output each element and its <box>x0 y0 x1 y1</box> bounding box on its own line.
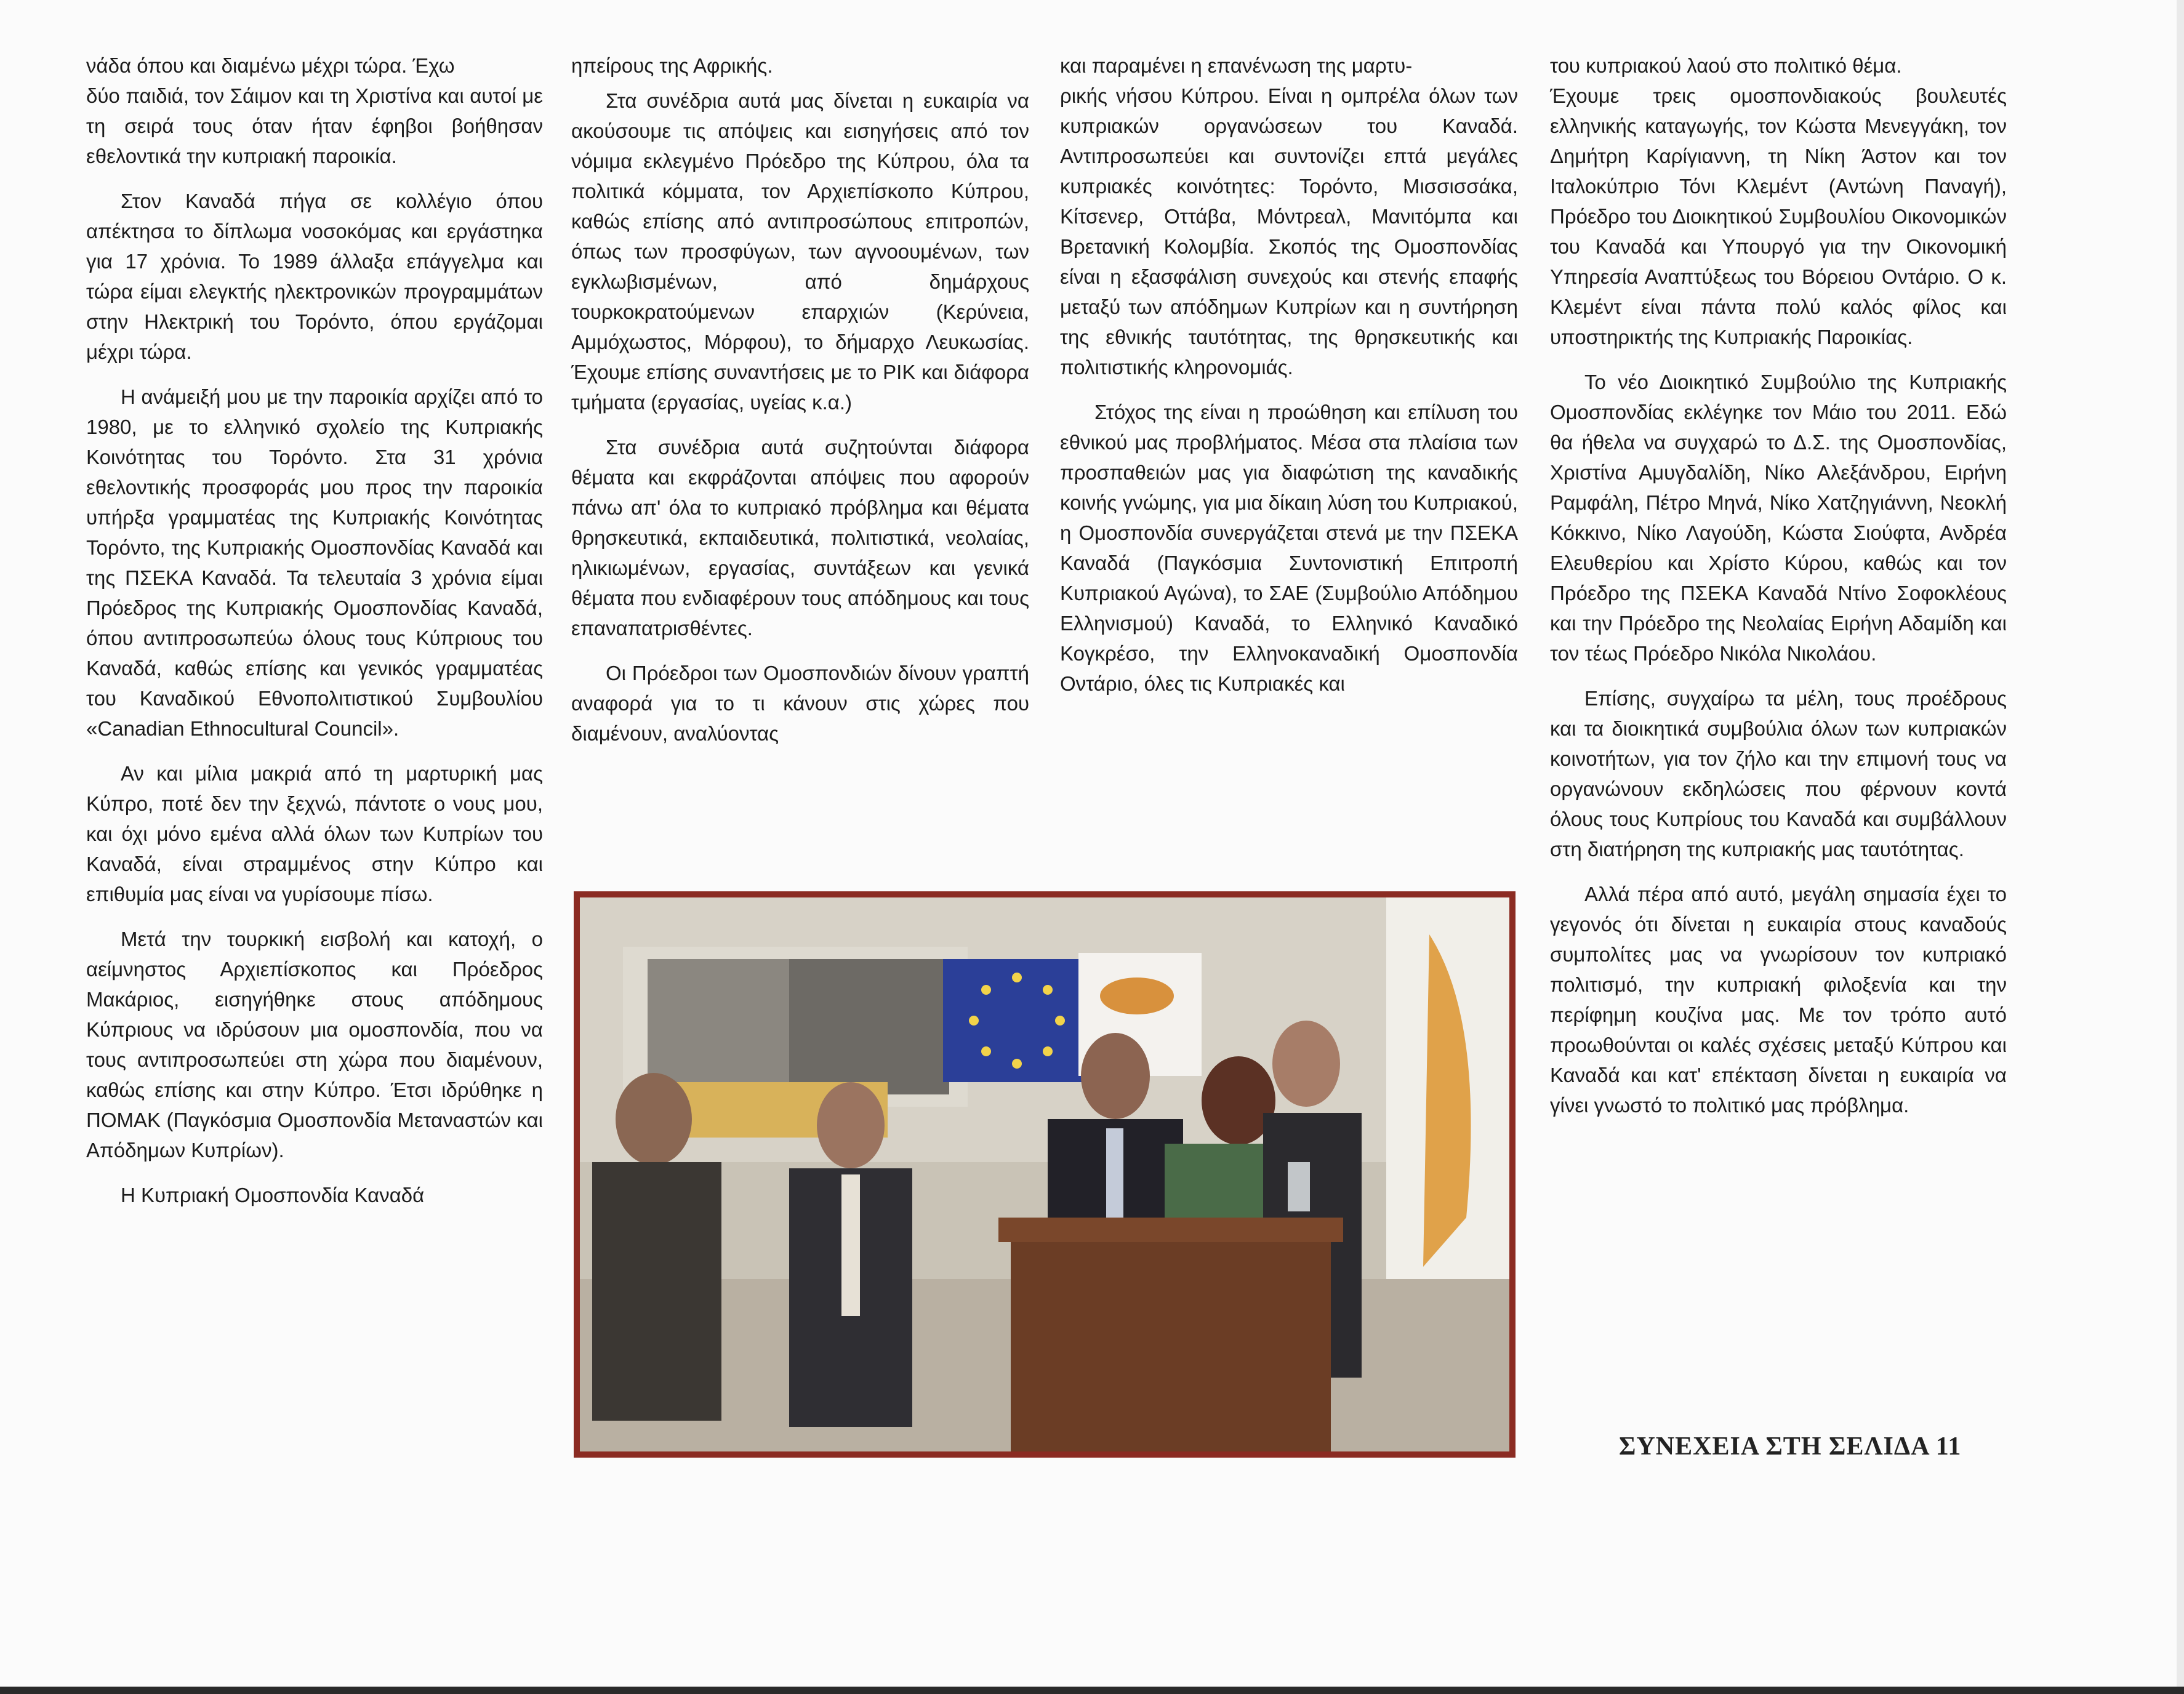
paragraph: Αλλά πέρα από αυτό, μεγάλη σημασία έχει το γεγονός ότι δίνεται η ευκαιρία στους καναδούς συμπολίτες μας να γνωρίσουν τον κυπριακό πολιτισμό, την κυπριακή φιλοξενία και την περίφημη κουζίνα μας. Με τον τρόπο αυτό προωθούνται οι καλές σχέσεις μεταξύ Κύπρου και Καναδά και κατ' επέκταση δίνεται η ευκαιρία να γίνει γνωστό το πολιτικό μας πρόβλημα. <box>1550 883 2007 1117</box>
scan-right-edge <box>2177 0 2184 1694</box>
article-column-2 <box>571 50 1029 763</box>
paragraph: δύο παιδιά, τον Σάιμον και τη Χριστίνα και αυτοί με τη σειρά τους όταν ήταν έφηβοι βοήθησαν εθελοντικά την κυπριακή παροικία. <box>86 84 543 167</box>
paragraph: Στον Καναδά πήγα σε κολλέγιο όπου απέκτησα το δίπλωμα νοσοκόμας και εργάστηκα για 17 χρόνια. Το 1989 άλλαξα επάγγελμα και τώρα είμαι ελεγκτής ηλεκτρονικών προγραμμάτων στην Ηλεκτρική του Τορόντο, όπου εργάζομαι μέχρι τώρα. <box>86 190 543 363</box>
paragraph: Στα συνέδρια αυτά μας δίνεται η ευκαιρία να ακούσουμε τις απόψεις και εισηγήσεις από τον νόμιμα εκλεγμένο Πρόεδρο της Κύπρου, όλα τα πολιτικά κόμματα, τον Αρχιεπίσκοπο Κύπρου, καθώς επίσης από αντιπροσώπους επιτροπών, όπως των προσφύγων, των αγνοουμένων, των εγκλωβισμένων, από δημάρχους τουρκοκρατούμενων επαρχιών (Κερύνεια, Αμμόχωστος, Μόρφου), το δήμαρχο Λευκωσίας. Έχουμε επίσης συναντήσεις με το ΡΙΚ και διάφορα τμήματα (εργασίας, υγείας κ.α.) <box>571 89 1029 414</box>
paragraph: Η ανάμειξή μου με την παροικία αρχίζει από το 1980, με το ελληνικό σχολείο της Κυπριακής Κοινότητας του Τορόντο. Στα 31 χρόνια εθελοντικής προσφοράς μου προς την παροικία υπήρξα γραμματέας της Κυπριακής Κοινότητας Τορόντο, της Κυπριακής Ομοσπονδίας Καναδά και της ΠΣΕΚΑ Καναδά. Τα τελευταία 3 χρόνια είμαι Πρόεδρος της Κυπριακής Ομοσπονδίας Καναδά, όπου αντιπροσωπεύω όλους τους Κύπριους του Καναδά, καθώς επίσης και γενικός γραμματέας του Καναδικού Εθνοπολιτιστικού Συμβουλίου «Canadian Ethnocultural Council». <box>86 385 543 740</box>
column-1-top-fragment: νάδα όπου και διαμένω μέχρι τώρα. Έχω <box>86 54 455 77</box>
continuation-note: ΣΥΝΕΧΕΙΑ ΣΤΗ ΣΕΛΙΔΑ 11 <box>1619 1432 1962 1461</box>
paragraph: Στόχος της είναι η προώθηση και επίλυση του εθνικού μας προβλήματος. Μέσα στα πλαίσια των προσπαθειών μας για διαφώτιση της καναδικής κοινής γνώμης, για μια δίκαιη λύση του Κυπριακού, η Ομοσπονδία συνεργάζεται στενά με την ΠΣΕΚΑ Καναδά (Παγκόσμια Συντονιστική Επιτροπή Κυπριακού Αγώνα), το ΣΑΕ (Συμβούλιο Απόδημου Ελληνισμού) Καναδά, το Ελληνικό Καναδικό Κογκρέσο, την Ελληνοκαναδική Ομοσπονδία Οντάριο, όλες τις Κυπριακές και <box>1060 401 1518 695</box>
paragraph: ρικής νήσου Κύπρου. Είναι η ομπρέλα όλων των κυπριακών οργανώσεων του Καναδά. Αντιπροσωπεύει και συντονίζει επτά μεγάλες κυπριακές κοινότητες: Τορόντο, Μισσισσάκα, Κίτσενερ, Οττάβα, Μόντρεαλ, Μανιτόμπα και Βρετανική Κολομβία. Σκοπός της Ομοσπονδίας είναι η εξασφάλιση συνεχούς και στενής επαφής μεταξύ των απόδημων Κυπρίων και η συντήρηση της εθνικής ταυτότητας, της θρησκευτικής και πολιτιστικής κληρονομιάς. <box>1060 84 1518 379</box>
column-4-top-fragment: του κυπριακού λαού στο πολιτικό θέμα. <box>1550 54 1902 77</box>
paragraph: Οι Πρόεδροι των Ομοσπονδιών δίνουν γραπτή αναφορά για το τι κάνουν στις χώρες που διαμένουν, αναλύοντας <box>571 662 1029 745</box>
paragraph: Μετά την τουρκική εισβολή και κατοχή, ο αείμνηστος Αρχιεπίσκοπος και Πρόεδρος Μακάριος, εισηγήθηκε στους απόδημους Κύπριους να ιδρύσουν μια ομοσπονδία, που να τους αντιπροσωπεύει στη χώρα που διαμένουν, καθώς επίσης και στην Κύπρο. Έτσι ιδρύθηκε η ΠΟΜΑΚ (Παγκόσμια Ομοσπονδία Μεταναστών και Απόδημων Κυπρίων). <box>86 928 543 1162</box>
paragraph: Η Κυπριακή Ομοσπονδία Καναδά <box>121 1184 425 1206</box>
event-photograph <box>574 891 1516 1458</box>
paragraph: Στα συνέδρια αυτά συζητούνται διάφορα θέματα και εκφράζονται απόψεις που αφορούν πάνω απ' όλα το κυπριακό πρόβλημα και θέματα θρησκευτικά, εκπαιδευτικά, πολιτιστικά, νεολαίας, ηλικιωμένων, εργασίας, συντάξεων και γενικά θέματα που ενδιαφέρουν τους απόδημους και τους επαναπατρισθέντες. <box>571 436 1029 640</box>
paragraph: Έχουμε τρεις ομοσπονδιακούς βουλευτές ελληνικής καταγωγής, τον Κώστα Μενεγγάκη, τον Δημήτρη Καρίγιαννη, τη Νίκη Άστον και τον Ιταλοκύπριο Τόνι Κλεμέντ (Αντώνη Παναγή), Πρόεδρο του Διοικητικού Συμβουλίου Οικονομικών του Καναδά και Υπουργό για την Οικονομική Υπηρεσία Αναπτύξεως του Βόρειου Οντάριο. Ο κ. Κλεμέντ είναι πάντα πολύ καλός φίλος και υποστηρικτής της Κυπριακής Παροικίας. <box>1550 84 2007 348</box>
column-3-top-fragment: και παραμένει η επανένωση της μαρτυ- <box>1060 54 1413 77</box>
article-column-4 <box>1550 50 2007 1135</box>
paragraph: Το νέο Διοικητικό Συμβούλιο της Κυπριακής Ομοσπονδίας εκλέγηκε τον Μάιο του 2011. Εδώ θα ήθελα να συγχαρώ το Δ.Σ. της Ομοσπονδίας, Χριστίνα Αμυγδαλίδη, Νίκο Αλεξάνδρου, Ειρήνη Ραμφάλη, Πέτρο Μηνά, Νίκο Χατζηγιάννη, Νεοκλή Κόκκινο, Νίκο Λαγούδη, Κώστα Σιούφτα, Ανδρέα Ελευθερίου και Χρίστο Κύρου, καθώς και τον Πρόεδρο της ΠΣΕΚΑ Καναδά Ντίνο Σοφοκλέους και την Πρόεδρο της Νεολαίας Ειρήνη Αδαμίδη και τον τέως Πρόεδρο Νικόλα Νικολάου. <box>1550 371 2007 665</box>
scan-bottom-edge <box>0 1687 2184 1694</box>
article-column-1 <box>86 50 543 1225</box>
photo-illustration <box>580 897 1509 1451</box>
paragraph: Αν και μίλια μακριά από τη μαρτυρική μας Κύπρο, ποτέ δεν την ξεχνώ, πάντοτε ο νους μου, και όχι μόνο εμένα αλλά όλων των Κυπρίων του Καναδά, είναι στραμμένος στην Κύπρο και επιθυμία μας είναι να γυρίσουμε πίσω. <box>86 762 543 905</box>
article-column-3 <box>1060 50 1518 713</box>
paragraph: Επίσης, συγχαίρω τα μέλη, τους προέδρους και τα διοικητικά συμβούλια όλων των κυπριακών κοινοτήτων, για τον ζήλο και την επιμονή τους να οργανώνουν εκδηλώσεις που φέρνουν κοντά όλους τους Κυπρίους του Καναδά και συμβάλλουν στη διατήρηση της κυπριακής μας ταυτότητας. <box>1550 687 2007 861</box>
column-2-top-fragment: ηπείρους της Αφρικής. <box>571 54 773 77</box>
